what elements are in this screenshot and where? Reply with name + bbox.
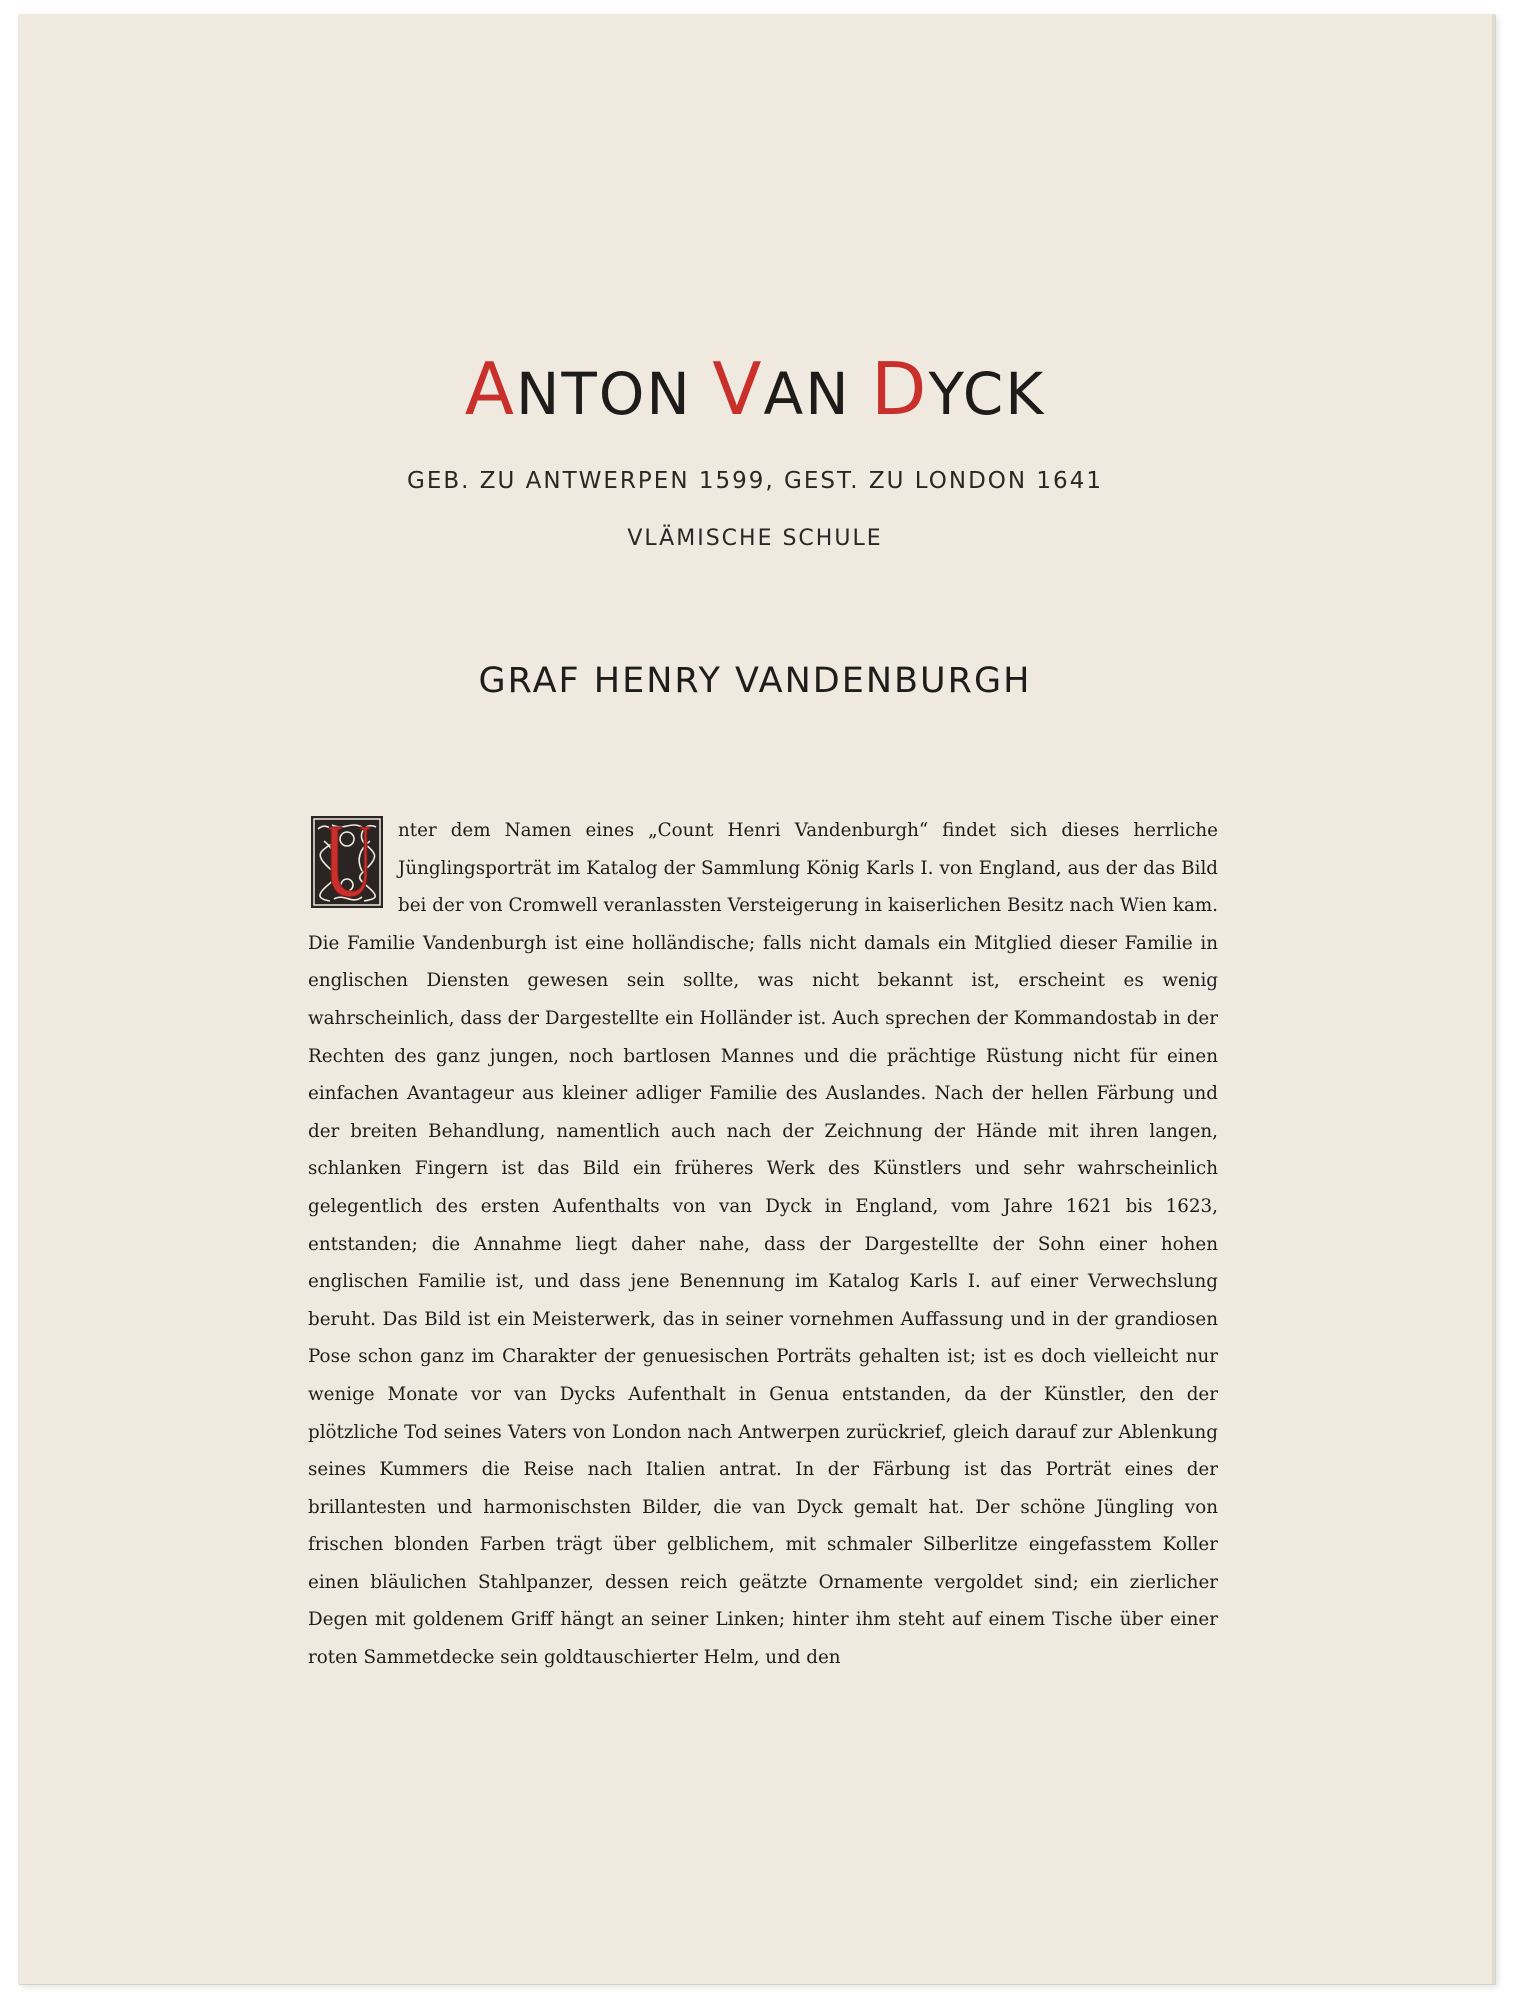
page-sheet — [18, 14, 1495, 1984]
artwork-title: GRAF HENRY VANDENBURGH — [478, 661, 1032, 701]
title-part-yck: YCK — [928, 360, 1046, 428]
title-initial-v: V — [712, 347, 764, 431]
title-part-an: AN — [763, 360, 872, 428]
body-paragraph — [308, 812, 1218, 1677]
art-school: VLÄMISCHE SCHULE — [627, 526, 883, 551]
artist-life-dates: GEB. ZU ANTWERPEN 1599, GEST. ZU LONDON 1641 — [407, 468, 1103, 494]
body-text: nter dem Namen eines „Count Henri Vandenburgh“ findet sich dieses herrliche Jünglingsporträt im Katalog der Sammlung König Karls I. von England, aus der das Bild bei der von Cromwell veranlassten Versteigerung in kaiserlichen Besitz nach Wien kam. Die Familie Vandenburgh ist eine holländische; falls nicht damals ein Mitglied dieser Familie in englischen Diensten gewesen sein sollte, was nicht bekannt ist, erscheint es wenig wahrscheinlich, dass der Dargestellte ein Holländer ist. Auch sprechen der Kommandostab in der Rechten des ganz jungen, noch bartlosen Mannes und die prächtige Rüstung nicht für einen einfachen Avantageur aus kleiner adliger Familie des Auslandes. Nach der hellen Färbung und der breiten Behandlung, namentlich auch nach der Zeichnung der Hände mit ihren langen, schlanken Fingern ist das Bild ein früheres Werk des Künstlers und sehr wahrscheinlich gelegentlich des ersten Aufenthalts von van Dyck in England, vom Jahre 1621 bis 1623, entstanden; die Annahme liegt daher nahe, dass der Dargestellte der Sohn einer hohen englischen Familie ist, und dass jene Benennung im Katalog Karls I. auf einer Verwechslung beruht. Das Bild ist ein Meisterwerk, das in seiner vornehmen Auffassung und in der grandiosen Pose schon ganz im Charakter der genuesischen Porträts gehalten ist; ist es doch vielleicht nur wenige Monate vor van Dycks Aufenthalt in Genua entstanden, da der Künstler, den der plötzliche Tod seines Vaters von London nach Antwerpen zurückrief, gleich darauf zur Ablenkung seines Kummers die Reise nach Italien antrat. In der Färbung ist das Porträt eines der brillantesten und harmonischsten Bilder, die van Dyck gemalt hat. Der schöne Jüngling von frischen blonden Farben trägt über gelblichem, mit schmaler Silberlitze eingefasstem Koller einen bläulichen Stahlpanzer, dessen reich geätzte Ornamente vergoldet sind; ein zierlicher Degen mit goldenem Griff hängt an seiner Linken; hinter ihm steht auf einem Tische über einer roten Sammetdecke sein goldtauschierter Helm, und den — [308, 820, 1218, 1669]
title-initial-a: A — [464, 347, 516, 431]
title-part-nton: NTON — [515, 360, 713, 428]
ornamental-initial-u-icon — [310, 815, 384, 909]
artist-title — [18, 347, 1492, 431]
title-initial-d: D — [871, 347, 929, 431]
